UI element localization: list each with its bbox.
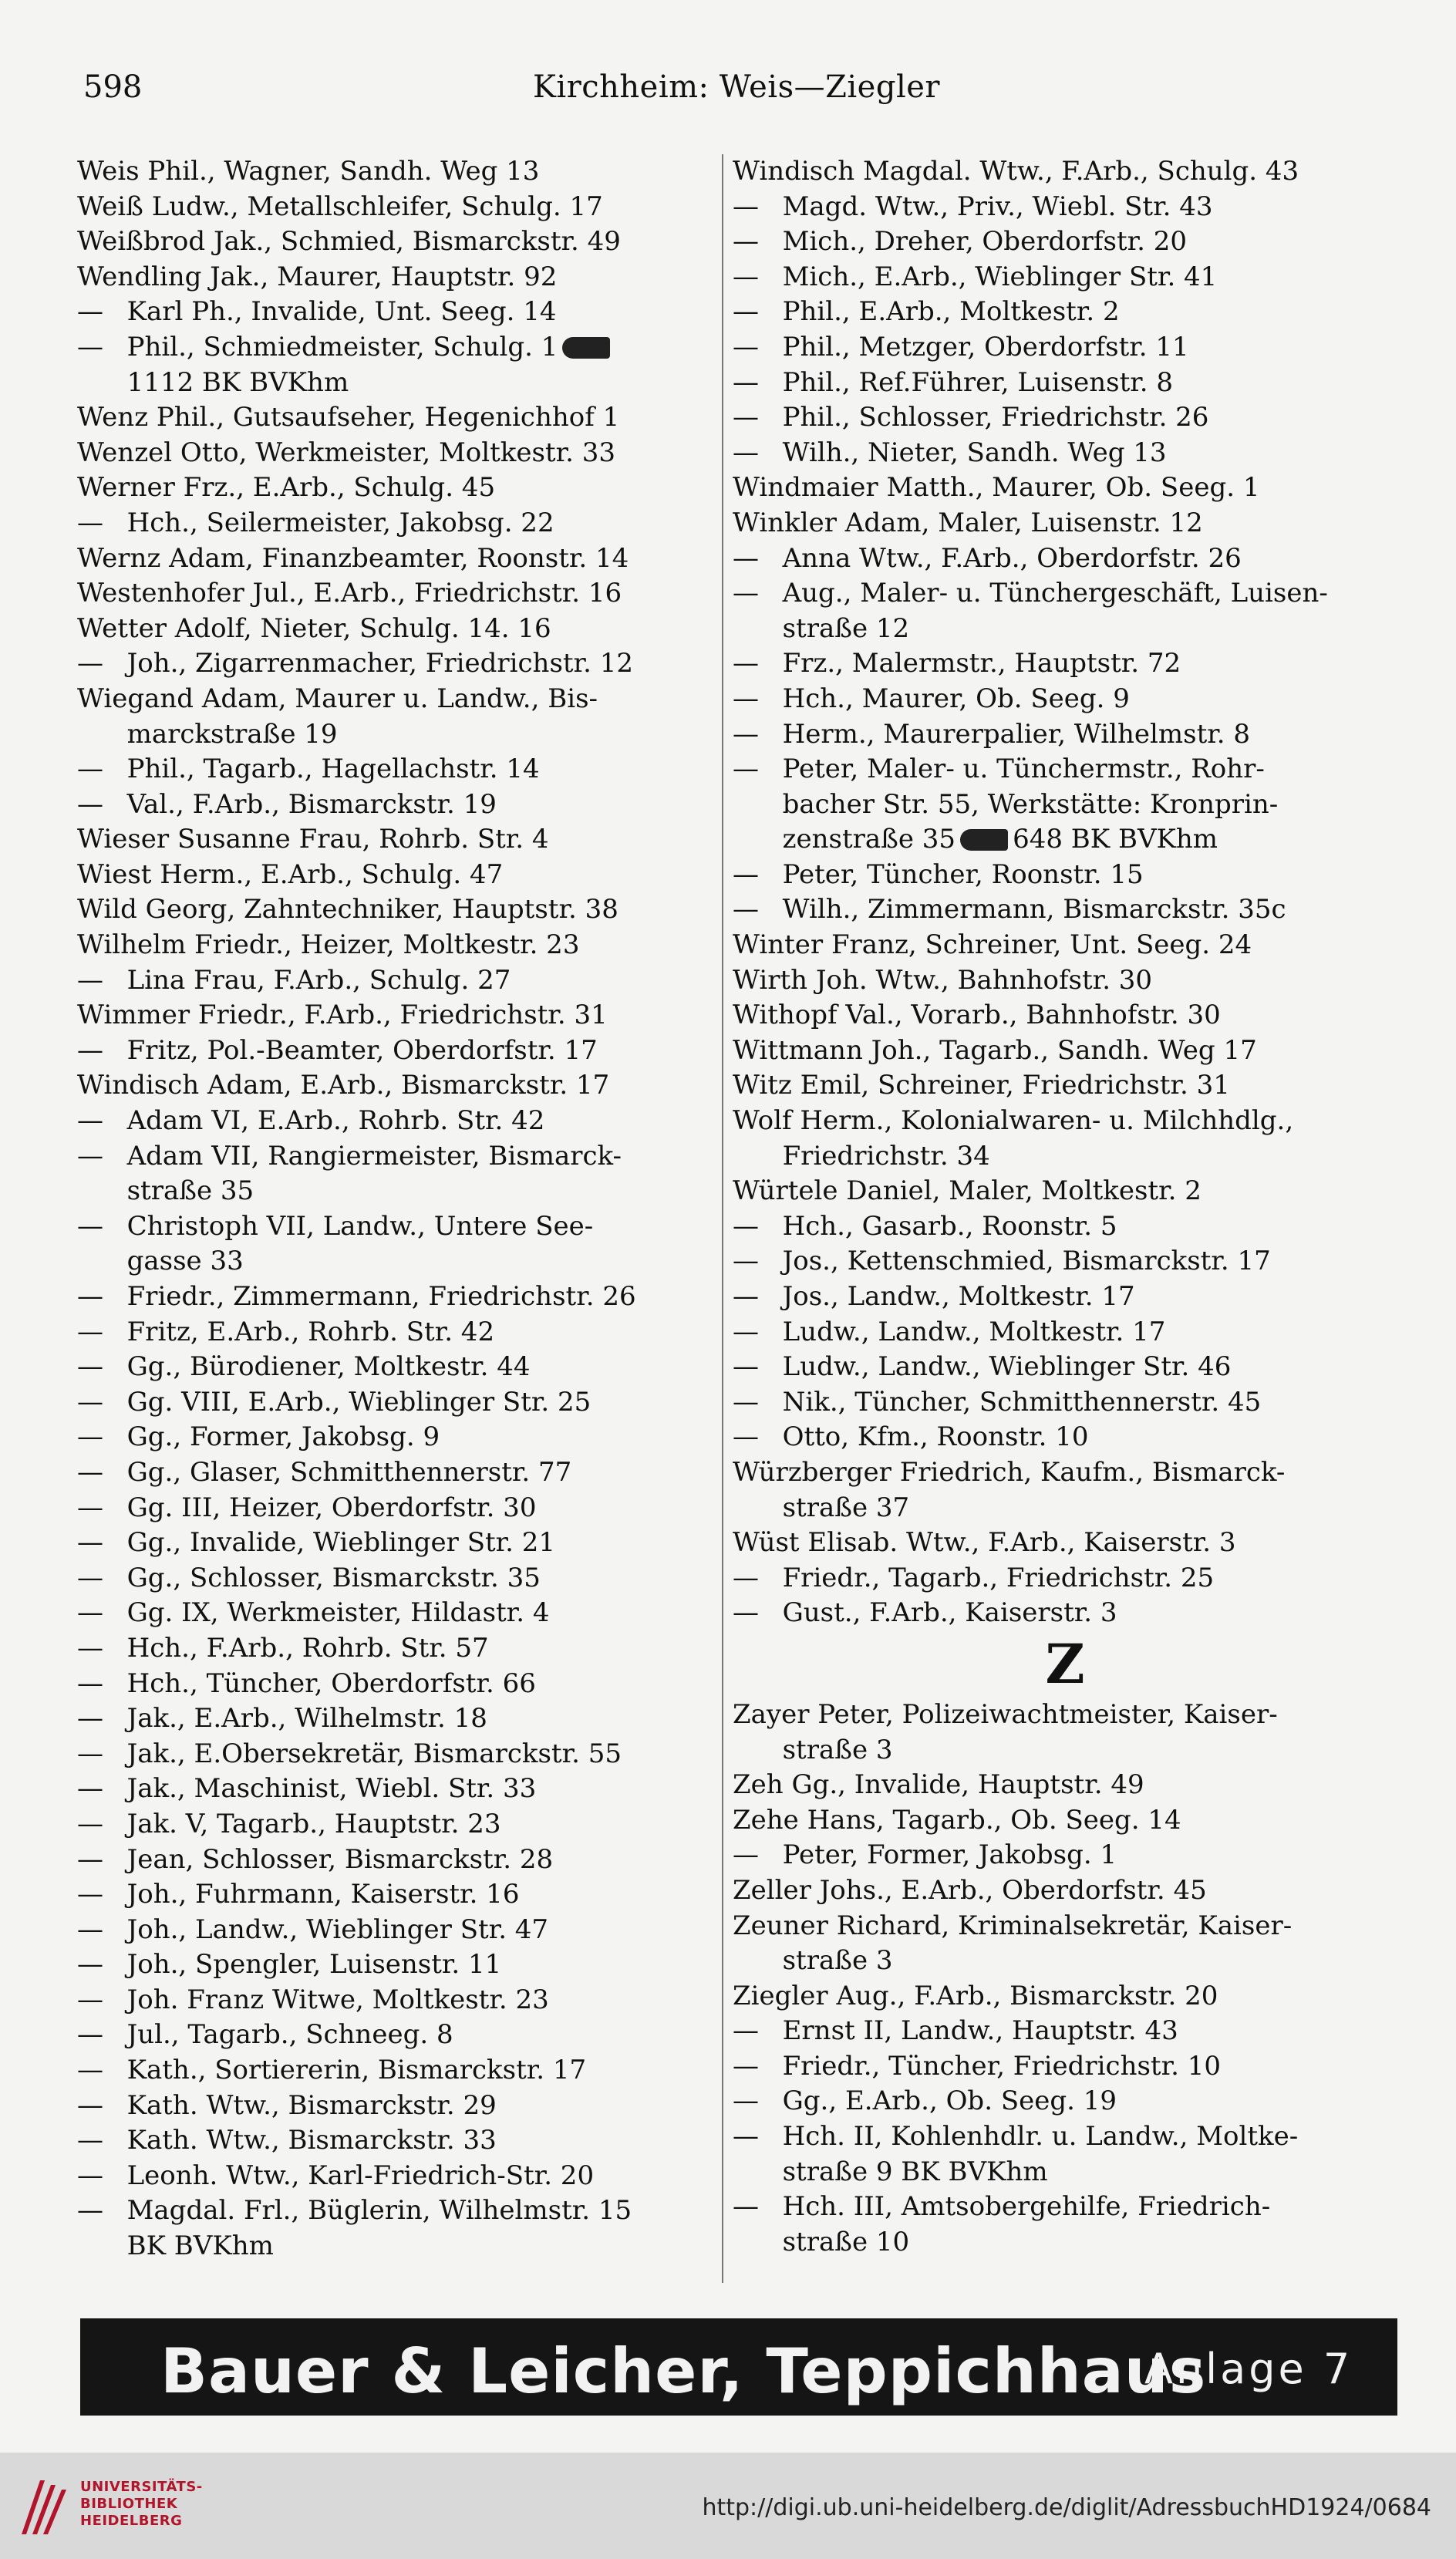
entry-text: Joh., Zigarrenmacher, Friedrichstr. 12 <box>126 648 633 679</box>
entry-text: Gg., Glaser, Schmitthennerstr. 77 <box>126 1456 572 1488</box>
entry-text: straße 9 BK BVKhm <box>782 2156 1048 2187</box>
entry-text: Gg. VIII, E.Arb., Wieblinger Str. 25 <box>126 1386 592 1418</box>
entry-text: Jean, Schlosser, Bismarckstr. 28 <box>126 1843 554 1875</box>
entry-text: Würzberger Friedrich, Kaufm., Bismarck- <box>733 1456 1286 1488</box>
directory-entry <box>733 1596 1397 1631</box>
entry-text: Wenz Phil., Gutsaufseher, Hegenichhof 1 <box>77 402 620 433</box>
entry-text: Joh., Landw., Wieblinger Str. 47 <box>126 1913 549 1945</box>
entry-text: Wittmann Joh., Tagarb., Sandh. Weg 17 <box>733 1034 1257 1066</box>
entry-text: Fritz, Pol.-Beamter, Oberdorfstr. 17 <box>126 1034 598 1066</box>
entry-text: straße 3 <box>782 1734 893 1765</box>
entry-text: Joh., Fuhrmann, Kaiserstr. 16 <box>126 1879 520 1910</box>
entry-text: Otto, Kfm., Roonstr. 10 <box>782 1421 1089 1453</box>
directory-entry <box>733 928 1397 963</box>
directory-entry <box>77 154 714 190</box>
directory-entry <box>733 1803 1397 1839</box>
entry-text: gasse 33 <box>126 1246 244 1277</box>
directory-entry <box>77 717 714 753</box>
directory-entry <box>733 1420 1397 1455</box>
directory-entry <box>733 2225 1397 2261</box>
entry-text: Kath. Wtw., Bismarckstr. 33 <box>126 2125 497 2156</box>
directory-entry <box>733 330 1397 366</box>
directory-entry <box>733 858 1397 893</box>
entry-text: Würtele Daniel, Maler, Moltkestr. 2 <box>733 1175 1202 1207</box>
entry-text: Gg., E.Arb., Ob. Seeg. 19 <box>782 2085 1117 2117</box>
directory-entry <box>733 2155 1397 2190</box>
directory-entry <box>77 2053 714 2089</box>
directory-entry <box>77 2018 714 2053</box>
directory-entry <box>77 963 714 999</box>
directory-entry <box>77 998 714 1033</box>
entry-text: Werner Frz., E.Arb., Schulg. 45 <box>77 472 496 504</box>
entry-text: straße 3 <box>782 1945 893 1977</box>
column-divider <box>722 154 723 2283</box>
page-number: 598 <box>83 69 143 105</box>
entry-text: Wüst Elisab. Wtw., F.Arb., Kaiserstr. 3 <box>733 1527 1236 1559</box>
directory-entry <box>77 2123 714 2159</box>
entry-text: BK BVKhm <box>126 2230 274 2262</box>
entry-text: Hch. III, Amtsobergehilfe, Friedrich- <box>782 2191 1271 2223</box>
directory-entry <box>733 1174 1397 1209</box>
entry-text: marckstraße 19 <box>126 718 338 750</box>
directory-entry <box>77 1843 714 1878</box>
entry-text: Kath., Sortiererin, Bismarckstr. 17 <box>126 2055 587 2086</box>
directory-entry <box>77 892 714 928</box>
directory-entry <box>733 1455 1397 1491</box>
entry-text: Herm., Maurerpalier, Wilhelmstr. 8 <box>782 718 1251 750</box>
entry-text: Zeh Gg., Invalide, Hauptstr. 49 <box>733 1769 1144 1801</box>
directory-entry <box>77 1244 714 1280</box>
entry-text: Ziegler Aug., F.Arb., Bismarckstr. 20 <box>733 1980 1218 2011</box>
directory-entry <box>77 1491 714 1526</box>
entry-text: Phil., Schmiedmeister, Schulg. 1 <box>126 331 558 362</box>
entry-text: Magd. Wtw., Priv., Wiebl. Str. 43 <box>782 190 1213 222</box>
entry-text: Hch., Maurer, Ob. Seeg. 9 <box>782 683 1130 714</box>
directory-entry <box>733 400 1397 436</box>
entry-text: bacher Str. 55, Werkstätte: Kronprin- <box>782 788 1279 820</box>
directory-entry <box>733 998 1397 1033</box>
directory-entry <box>733 1733 1397 1768</box>
telephone-icon <box>960 829 1008 851</box>
entry-text: Wimmer Friedr., F.Arb., Friedrichstr. 31 <box>77 1000 608 1031</box>
directory-columns <box>77 154 1397 2283</box>
directory-entry <box>733 1768 1397 1803</box>
entry-text: straße 12 <box>782 612 910 644</box>
directory-entry <box>733 1698 1397 1733</box>
directory-entry <box>77 928 714 963</box>
directory-entry <box>733 2190 1397 2225</box>
directory-entry <box>733 506 1397 541</box>
directory-entry <box>733 576 1397 612</box>
directory-entry <box>733 260 1397 295</box>
directory-entry <box>733 963 1397 999</box>
directory-entry <box>733 154 1397 190</box>
directory-entry <box>77 1209 714 1245</box>
entry-text: Wieser Susanne Frau, Rohrb. Str. 4 <box>77 824 549 855</box>
entry-text: straße 37 <box>782 1492 910 1523</box>
directory-entry <box>77 1596 714 1631</box>
entry-text: Jak., Maschinist, Wiebl. Str. 33 <box>126 1773 537 1805</box>
directory-entry <box>733 787 1397 823</box>
directory-entry <box>733 1838 1397 1873</box>
directory-entry <box>77 470 714 506</box>
entry-text: Weiß Ludw., Metallschleifer, Schulg. 17 <box>77 190 603 222</box>
entry-text: Phil., Metzger, Oberdorfstr. 11 <box>782 331 1189 362</box>
entry-text: Lina Frau, F.Arb., Schulg. 27 <box>126 964 511 996</box>
directory-entry <box>733 1979 1397 2014</box>
entry-text: Peter, Former, Jakobsg. 1 <box>782 1839 1117 1871</box>
entry-text: Zeller Johs., E.Arb., Oberdorfstr. 45 <box>733 1874 1207 1906</box>
directory-entry <box>77 2089 714 2124</box>
directory-entry <box>77 506 714 541</box>
entry-text: Jak. V, Tagarb., Hauptstr. 23 <box>126 1808 501 1839</box>
right-entry-list-w <box>733 154 1397 1631</box>
directory-entry <box>77 2159 714 2194</box>
directory-entry <box>733 190 1397 225</box>
entry-text: Fritz, E.Arb., Rohrb. Str. 42 <box>126 1316 495 1347</box>
directory-entry <box>77 295 714 330</box>
advertisement-banner <box>80 2318 1397 2416</box>
entry-text: Phil., Ref.Führer, Luisenstr. 8 <box>782 366 1174 398</box>
directory-entry <box>733 612 1397 647</box>
entry-text: Friedr., Zimmermann, Friedrichstr. 26 <box>126 1281 636 1312</box>
directory-entry <box>733 541 1397 577</box>
entry-text: straße 35 <box>126 1175 254 1207</box>
directory-entry <box>733 1068 1397 1104</box>
entry-text: Wenzel Otto, Werkmeister, Moltkestr. 33 <box>77 437 615 468</box>
entry-text: Ludw., Landw., Wieblinger Str. 46 <box>782 1351 1232 1383</box>
entry-text: Gg., Schlosser, Bismarckstr. 35 <box>126 1562 541 1593</box>
directory-entry <box>77 436 714 471</box>
entry-text: Wirth Joh. Wtw., Bahnhofstr. 30 <box>733 964 1153 996</box>
page-header <box>77 66 1396 120</box>
directory-entry <box>733 717 1397 753</box>
directory-entry <box>77 1913 714 1948</box>
directory-entry <box>77 1315 714 1350</box>
entry-text: Gg., Bürodiener, Moltkestr. 44 <box>126 1351 531 1383</box>
right-column <box>733 154 1397 2260</box>
entry-text: Friedr., Tüncher, Friedrichstr. 10 <box>782 2050 1221 2082</box>
directory-entry <box>77 752 714 787</box>
entry-text: Wendling Jak., Maurer, Hauptstr. 92 <box>77 261 558 292</box>
entry-text: Hch., F.Arb., Rohrb. Str. 57 <box>126 1632 489 1664</box>
directory-entry <box>733 822 1397 858</box>
directory-entry <box>733 1526 1397 1561</box>
entry-text: Frz., Malermstr., Hauptstr. 72 <box>782 648 1181 679</box>
directory-entry <box>77 822 714 858</box>
directory-entry <box>733 1139 1397 1175</box>
entry-text: Mich., E.Arb., Wieblinger Str. 41 <box>782 261 1218 292</box>
entry-text: Wilh., Zimmermann, Bismarckstr. 35c <box>782 894 1286 925</box>
entry-text: Windisch Magdal. Wtw., F.Arb., Schulg. 43 <box>733 156 1299 187</box>
entry-text: Jak., E.Arb., Wilhelmstr. 18 <box>126 1703 487 1735</box>
directory-entry <box>733 2119 1397 2155</box>
directory-entry <box>77 2229 714 2264</box>
left-entry-list <box>77 154 714 2264</box>
directory-entry <box>77 1033 714 1069</box>
directory-entry <box>77 1174 714 1209</box>
section-letter: Z <box>1045 1631 1085 1696</box>
page-title: Kirchheim: Weis—Ziegler <box>532 69 941 105</box>
library-name-line2: BIBLIOTHEK <box>80 2496 178 2512</box>
directory-entry <box>77 1350 714 1385</box>
entry-text: Wilh., Nieter, Sandh. Weg 13 <box>782 437 1167 468</box>
directory-entry <box>77 1631 714 1667</box>
entry-text: Windmaier Matth., Maurer, Ob. Seeg. 1 <box>733 472 1260 504</box>
directory-entry <box>733 366 1397 401</box>
entry-text: Karl Ph., Invalide, Unt. Seeg. 14 <box>126 296 557 328</box>
directory-entry <box>77 224 714 260</box>
directory-entry <box>77 1877 714 1913</box>
entry-text: straße 10 <box>782 2226 910 2257</box>
directory-entry <box>733 752 1397 787</box>
entry-text: Adam VI, E.Arb., Rohrb. Str. 42 <box>126 1105 545 1137</box>
entry-text: Withopf Val., Vorarb., Bahnhofstr. 30 <box>733 1000 1221 1031</box>
directory-entry <box>77 400 714 436</box>
directory-entry <box>733 436 1397 471</box>
directory-entry <box>733 1104 1397 1139</box>
entry-text: Zayer Peter, Polizeiwachtmeister, Kaiser- <box>733 1698 1278 1730</box>
entry-text: Zeuner Richard, Kriminalsekretär, Kaiser- <box>733 1910 1293 1941</box>
directory-entry <box>733 2014 1397 2049</box>
entry-text: Kath. Wtw., Bismarckstr. 29 <box>126 2089 497 2121</box>
directory-entry <box>733 646 1397 682</box>
entry-text: Hch. II, Kohlenhdlr. u. Landw., Moltke- <box>782 2121 1299 2153</box>
directory-entry <box>77 1104 714 1139</box>
entry-text: Anna Wtw., F.Arb., Oberdorfstr. 26 <box>782 542 1242 574</box>
entry-text: Hch., Gasarb., Roonstr. 5 <box>782 1210 1117 1242</box>
entry-text: Friedrichstr. 34 <box>782 1140 990 1172</box>
directory-entry <box>733 1561 1397 1596</box>
source-url-link[interactable]: http://digi.ub.uni-heidelberg.de/diglit/AdressbuchHD1924/0684 <box>702 2494 1431 2521</box>
directory-entry <box>733 1209 1397 1245</box>
advertisement-sub: Anlage 7 <box>1144 2345 1353 2393</box>
directory-entry <box>733 682 1397 717</box>
entry-text: Gg. IX, Werkmeister, Hildastr. 4 <box>126 1597 550 1629</box>
directory-entry <box>77 858 714 893</box>
directory-entry <box>733 1873 1397 1909</box>
entry-text: Peter, Maler- u. Tünchermstr., Rohr- <box>782 754 1265 785</box>
directory-entry <box>77 1807 714 1843</box>
directory-entry <box>77 1526 714 1561</box>
entry-text: Gg., Invalide, Wieblinger Str. 21 <box>126 1527 556 1559</box>
directory-entry <box>77 1139 714 1175</box>
entry-text: Winkler Adam, Maler, Luisenstr. 12 <box>733 507 1203 538</box>
directory-entry <box>733 224 1397 260</box>
entry-text: Wolf Herm., Kolonialwaren- u. Milchhdlg., <box>733 1105 1294 1137</box>
directory-entry <box>77 1561 714 1596</box>
directory-entry <box>733 470 1397 506</box>
entry-text: Wiest Herm., E.Arb., Schulg. 47 <box>77 858 504 890</box>
directory-entry <box>733 1491 1397 1526</box>
entry-text: Peter, Tüncher, Roonstr. 15 <box>782 858 1144 890</box>
entry-text: Phil., Tagarb., Hagellachstr. 14 <box>126 754 540 785</box>
entry-text: Nik., Tüncher, Schmitthennerstr. 45 <box>782 1386 1262 1418</box>
entry-text: Jos., Landw., Moltkestr. 17 <box>782 1281 1135 1312</box>
directory-entry <box>733 1033 1397 1069</box>
directory-entry <box>733 1280 1397 1315</box>
entry-text: Winter Franz, Schreiner, Unt. Seeg. 24 <box>733 929 1252 961</box>
entry-text: Joh. Franz Witwe, Moltkestr. 23 <box>126 1984 549 2015</box>
directory-entry <box>733 1315 1397 1350</box>
entry-text: zenstraße 35 <box>782 824 956 855</box>
directory-entry <box>77 330 714 366</box>
entry-text: Friedr., Tagarb., Friedrichstr. 25 <box>782 1562 1215 1593</box>
entry-text: Witz Emil, Schreiner, Friedrichstr. 31 <box>733 1070 1230 1101</box>
advertisement-text: Bauer & Leicher, Teppichhaus <box>160 2335 1207 2407</box>
entry-text: Wild Georg, Zahntechniker, Hauptstr. 38 <box>77 894 618 925</box>
directory-entry <box>733 2084 1397 2119</box>
directory-entry <box>733 1944 1397 1979</box>
directory-entry <box>77 787 714 823</box>
entry-text: Val., F.Arb., Bismarckstr. 19 <box>126 788 497 820</box>
directory-entry <box>733 892 1397 928</box>
directory-entry <box>77 1772 714 1807</box>
entry-text: Adam VII, Rangiermeister, Bismarck- <box>126 1140 622 1172</box>
entry-text: Christoph VII, Landw., Untere See- <box>126 1210 594 1242</box>
directory-entry <box>77 1667 714 1702</box>
entry-text: Westenhofer Jul., E.Arb., Friedrichstr. 16 <box>77 578 622 609</box>
directory-entry <box>733 1244 1397 1280</box>
entry-text: Hch., Seilermeister, Jakobsg. 22 <box>126 507 554 538</box>
library-name-line3: HEIDELBERG <box>80 2513 183 2529</box>
directory-entry <box>733 1350 1397 1385</box>
right-entry-list-z <box>733 1698 1397 2261</box>
entry-text: Phil., Schlosser, Friedrichstr. 26 <box>782 402 1209 433</box>
directory-entry <box>77 1420 714 1455</box>
entry-text: Wilhelm Friedr., Heizer, Moltkestr. 23 <box>77 929 580 961</box>
directory-entry <box>77 366 714 401</box>
directory-entry <box>77 1737 714 1772</box>
directory-entry <box>77 1947 714 1983</box>
directory-entry <box>733 1909 1397 1944</box>
entry-text: Aug., Maler- u. Tünchergeschäft, Luisen- <box>782 578 1328 609</box>
directory-entry <box>77 260 714 295</box>
university-library-logo-icon <box>17 2473 72 2539</box>
entry-text: Gg. III, Heizer, Oberdorfstr. 30 <box>126 1492 537 1523</box>
entry-text: Hch., Tüncher, Oberdorfstr. 66 <box>126 1667 536 1699</box>
entry-text: Jak., E.Obersekretär, Bismarckstr. 55 <box>126 1738 622 1769</box>
entry-text: Jul., Tagarb., Schneeg. 8 <box>126 2019 453 2051</box>
entry-text: Mich., Dreher, Oberdorfstr. 20 <box>782 226 1188 258</box>
entry-text: Weißbrod Jak., Schmied, Bismarckstr. 49 <box>77 226 621 258</box>
entry-text: Jos., Kettenschmied, Bismarckstr. 17 <box>782 1246 1271 1277</box>
entry-text: Magdal. Frl., Büglerin, Wilhelmstr. 15 <box>126 2195 632 2227</box>
footer-bar <box>0 2453 1456 2559</box>
directory-entry <box>77 1280 714 1315</box>
library-name-line1: UNIVERSITÄTS- <box>80 2479 203 2495</box>
entry-text: 1112 BK BVKhm <box>126 366 349 398</box>
entry-text: Leonh. Wtw., Karl-Friedrich-Str. 20 <box>126 2159 595 2191</box>
entry-text: Zehe Hans, Tagarb., Ob. Seeg. 14 <box>733 1804 1181 1836</box>
entry-text: Gust., F.Arb., Kaiserstr. 3 <box>782 1597 1117 1629</box>
entry-text: Weis Phil., Wagner, Sandh. Weg 13 <box>77 156 540 187</box>
directory-entry <box>77 612 714 647</box>
entry-text: Wiegand Adam, Maurer u. Landw., Bis- <box>77 683 598 714</box>
directory-entry <box>77 1068 714 1104</box>
entry-text: Windisch Adam, E.Arb., Bismarckstr. 17 <box>77 1070 610 1101</box>
library-name <box>80 2479 203 2530</box>
directory-entry <box>77 190 714 225</box>
directory-entry <box>77 541 714 577</box>
directory-entry <box>77 576 714 612</box>
telephone-icon <box>562 337 610 359</box>
directory-entry <box>77 646 714 682</box>
directory-entry <box>733 2049 1397 2085</box>
directory-entry <box>733 295 1397 330</box>
entry-text: Ernst II, Landw., Hauptstr. 43 <box>782 2015 1178 2047</box>
entry-text: Gg., Former, Jakobsg. 9 <box>126 1421 440 1453</box>
entry-text: Wetter Adolf, Nieter, Schulg. 14. 16 <box>77 612 551 644</box>
directory-entry <box>77 1701 714 1737</box>
entry-text: Ludw., Landw., Moltkestr. 17 <box>782 1316 1166 1347</box>
entry-text: Wernz Adam, Finanzbeamter, Roonstr. 14 <box>77 542 629 574</box>
entry-phone-number: 648 BK BVKhm <box>1013 824 1218 855</box>
directory-entry <box>77 1385 714 1421</box>
directory-entry <box>77 1455 714 1491</box>
directory-entry <box>77 682 714 717</box>
entry-text: Phil., E.Arb., Moltkestr. 2 <box>782 296 1120 328</box>
entry-text: Joh., Spengler, Luisenstr. 11 <box>126 1949 502 1981</box>
directory-entry <box>77 2193 714 2229</box>
directory-entry <box>733 1385 1397 1421</box>
directory-entry <box>77 1983 714 2018</box>
left-column <box>77 154 714 2264</box>
